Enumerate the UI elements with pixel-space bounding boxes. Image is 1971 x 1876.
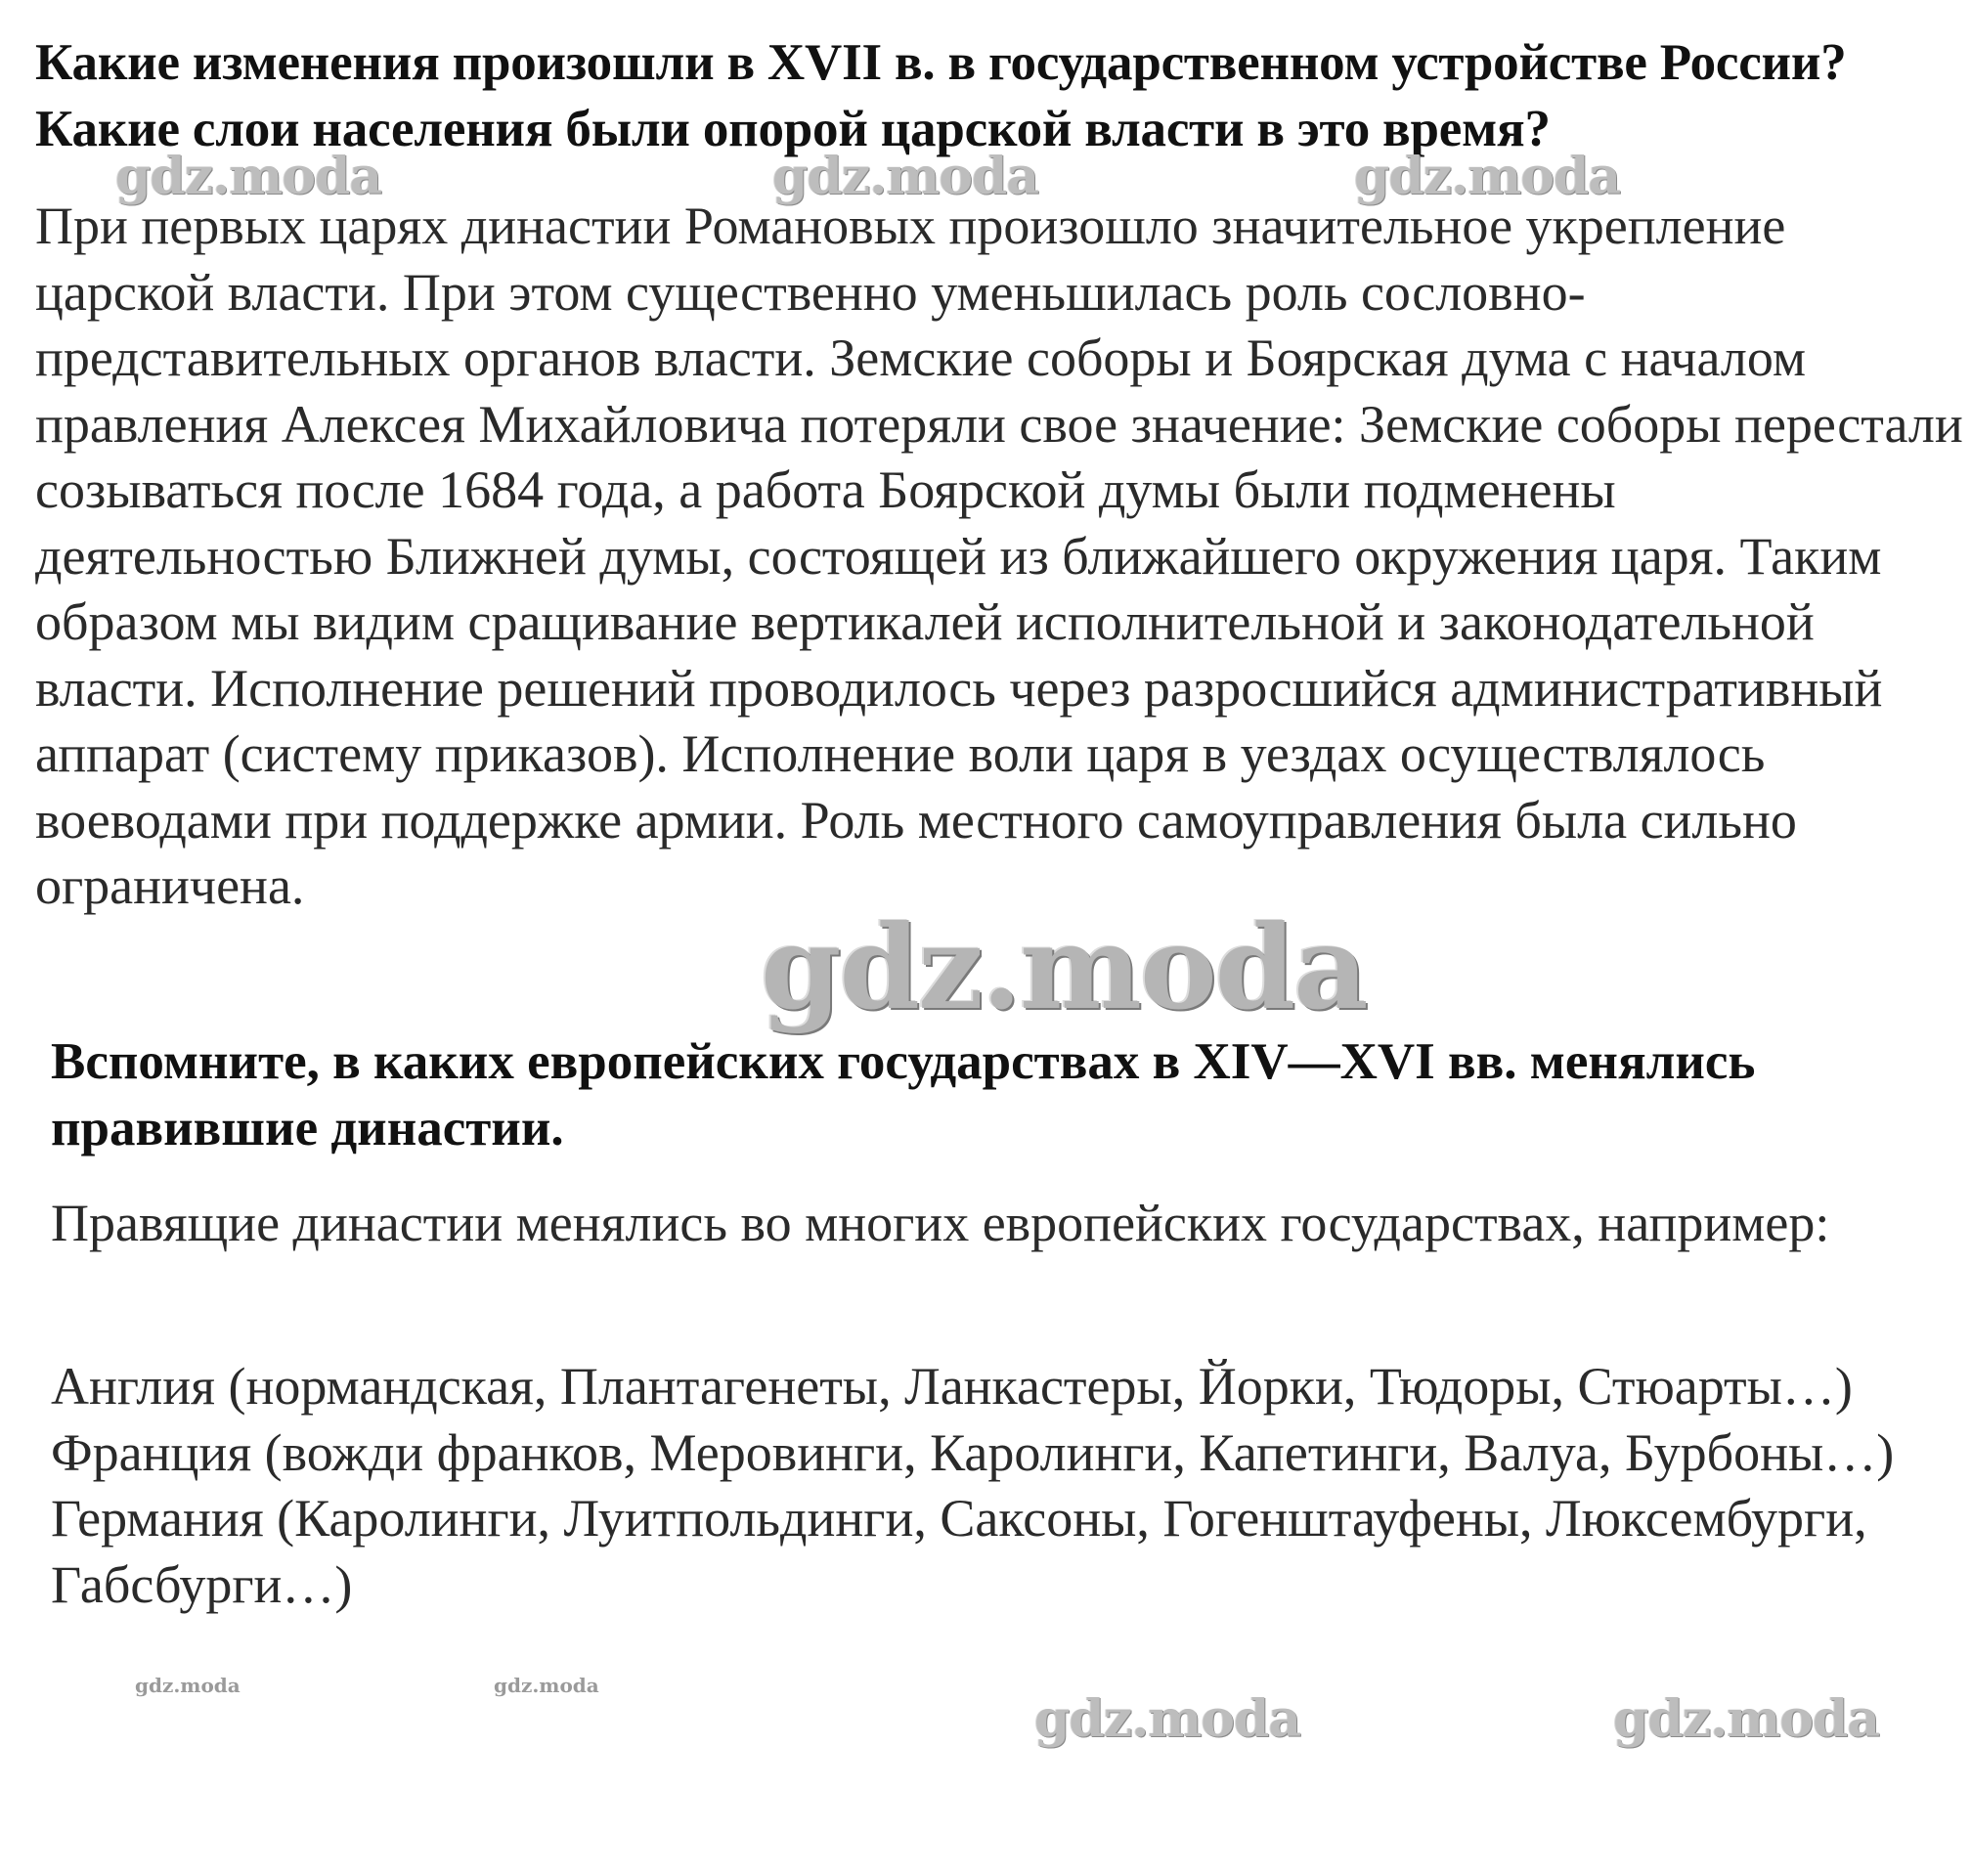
- watermark-logo: gdz.moda: [115, 147, 382, 206]
- question-1-answer: При первых царях династии Романовых произошло значительное укрепление царской власти. При этом существенно уменьшилась роль сословно-представительных органов власти. Земские соборы и Боярская дума с началом правления Алексея Михайловича потеряли свое значение: Земские соборы перестали созываться после 1684 года, а работа Боярской думы были подменены деятельностью Ближней думы, состоящей из ближайшего окружения царя. Таким образом мы видим сращивание вертикалей исполнительной и законодательной власти. Исполнение решений проводилось через разросшийся административный аппарат (систему приказов). Исполнение воли царя в уездах осуществлялось воеводами при поддержке армии. Роль местного самоуправления была сильно ограничена.: [35, 196, 1963, 915]
- dynasty-item-germany: Германия (Каролинги, Луитпольдинги, Саксоны, Гогенштауфены, Люксембурги, Габсбурги…): [51, 1489, 1867, 1614]
- watermark-logo-tiny: gdz.moda: [494, 1674, 599, 1697]
- question-2-intro: Правящие династии менялись во многих европейских государствах, например:: [51, 1194, 1830, 1252]
- watermark-logo-tiny: gdz.moda: [135, 1674, 241, 1697]
- question-1-title: Какие изменения произошли в XVII в. в государственном устройстве России? Какие слои населения были опорой царской власти в это время?: [35, 34, 1847, 157]
- watermark-logo: gdz.moda: [772, 147, 1039, 206]
- question-2-title: Вспомните, в каких европейских государствах в XIV—XVI вв. менялись правившие династии.: [51, 1033, 1756, 1156]
- dynasty-item-france: Франция (вожди франков, Меровинги, Каролинги, Капетинги, Валуа, Бурбоны…): [51, 1422, 1895, 1482]
- dynasty-item-england: Англия (нормандская, Плантагенеты, Ланкастеры, Йорки, Тюдоры, Стюарты…): [51, 1357, 1853, 1416]
- watermark-logo-large: gdz.moda: [761, 899, 1367, 1035]
- dynasty-list: [51, 1354, 1908, 1618]
- watermark-logo: gdz.moda: [1034, 1689, 1301, 1749]
- watermark-logo: gdz.moda: [1354, 147, 1621, 206]
- watermark-logo: gdz.moda: [1613, 1689, 1880, 1749]
